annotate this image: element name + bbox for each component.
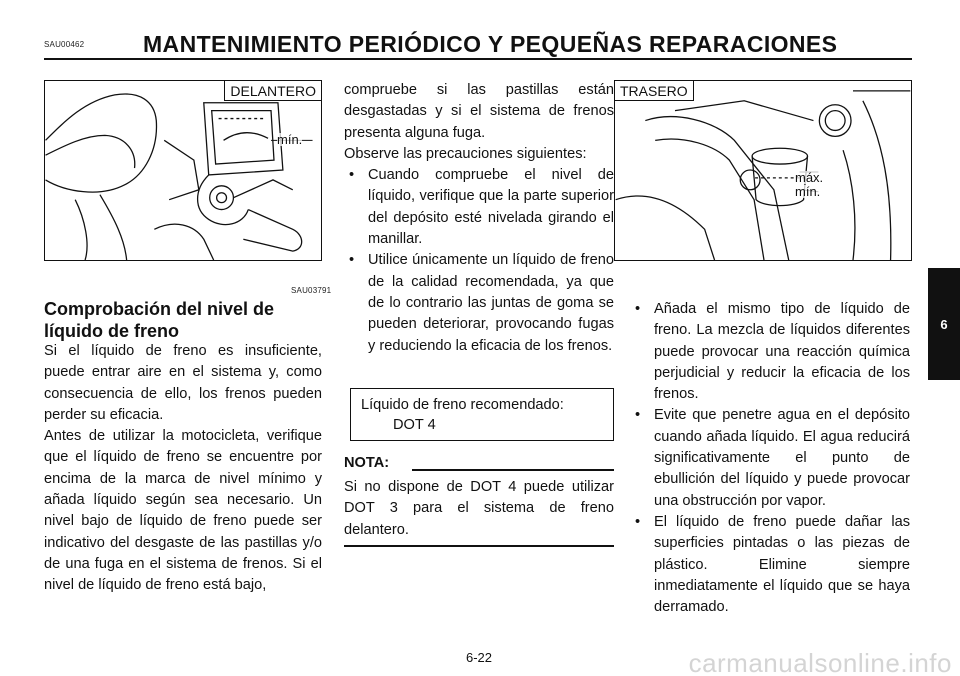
- recommended-fluid-value: DOT 4: [393, 417, 436, 433]
- paragraph: Si el líquido de freno es insuficiente, puede entrar aire en el sistema y, como consecuencia de ello, los frenos pueden perder su eficacia.: [44, 343, 322, 423]
- header-rule: [44, 58, 912, 60]
- section-heading: Comprobación del nivel de líquido de freno: [44, 299, 275, 341]
- watermark: carmanualsonline.info: [688, 648, 952, 676]
- bullet-symbol: •: [635, 301, 641, 317]
- recommended-fluid-label: Líquido de freno recomendado:: [361, 397, 564, 413]
- page-title: MANTENIMIENTO PERIÓDICO Y PEQUEÑAS REPARACIONES: [143, 31, 838, 57]
- bullet-symbol: •: [635, 407, 641, 424]
- additional-precautions-list: [630, 299, 910, 618]
- note-rule-top: [412, 469, 614, 471]
- column-1: [44, 341, 322, 597]
- front-reservoir-drawing: [45, 81, 321, 260]
- bullet-symbol: •: [349, 252, 355, 269]
- bullet-symbol: •: [635, 513, 641, 530]
- list-item: [344, 250, 614, 356]
- recommended-fluid-box: [350, 388, 614, 441]
- list-item: [344, 165, 614, 250]
- list-item-text: Cuando compruebe el nivel de líquido, verifique que la parte superior del depósito esté nivelada girando el manillar.: [368, 167, 614, 248]
- rear-figure-label: TRASERO: [615, 81, 694, 101]
- front-min-callout: mín.: [277, 132, 303, 147]
- section-code: SAU03791: [291, 286, 332, 295]
- precautions-list: [344, 165, 614, 357]
- front-reservoir-illustration: [44, 80, 322, 261]
- list-item: [630, 512, 910, 618]
- header-code: SAU00462: [44, 40, 85, 49]
- rear-min-callout: mín.: [795, 184, 821, 199]
- note-text: Si no dispone de DOT 4 puede utilizar DOT 3 para el sistema de freno delantero.: [344, 479, 614, 538]
- front-figure-label: DELANTERO: [224, 81, 321, 101]
- rear-reservoir-drawing: [615, 81, 911, 260]
- list-item: [630, 299, 910, 405]
- column-3: [630, 299, 910, 618]
- list-item: [630, 405, 910, 511]
- rear-max-callout: máx.: [795, 170, 824, 185]
- paragraph: compruebe si las pastillas están desgastadas y si el sistema de frenos presenta alguna fuga.: [344, 82, 614, 141]
- column-2: [344, 80, 614, 357]
- paragraph: Observe las precauciones siguientes:: [344, 145, 587, 162]
- note-label: NOTA:: [344, 455, 390, 471]
- rear-reservoir-illustration: [614, 80, 912, 261]
- chapter-tab: 6: [928, 268, 960, 380]
- page-number: 6-22: [466, 650, 493, 665]
- list-item-text: El líquido de freno puede dañar las superficies pintadas o las piezas de plástico. Elimine siempre inmediatamente el líquido que se haya derramado.: [654, 513, 910, 616]
- bullet-symbol: •: [349, 167, 355, 184]
- note-rule-bottom: [344, 545, 614, 547]
- list-item-text: Utilice únicamente un líquido de freno de la calidad recomendada, ya que de lo contrario las juntas de goma se pueden deteriorar, provocando fugas y reduciendo la eficacia de los frenos.: [368, 252, 614, 354]
- list-item-text: Añada el mismo tipo de líquido de freno. La mezcla de líquidos diferentes puede provocar una reacción química perjudicial y reducir la eficacia de los frenos.: [654, 301, 910, 403]
- paragraph: Antes de utilizar la motocicleta, verifique que el líquido de freno se encuentre por encima de la marca de nivel mínimo y añada líquido según sea necesario. Un nivel bajo de líquido de freno puede ser indicativo del desgaste de las pastillas y/o de una fuga en el sistema de frenos. Si el nivel de líquido de freno está bajo,: [44, 428, 322, 594]
- list-item-text: Evite que penetre agua en el depósito cuando añada líquido. El agua reducirá significativamente el punto de ebullición del líquido y puede provocar una obstrucción por vapor.: [654, 407, 910, 509]
